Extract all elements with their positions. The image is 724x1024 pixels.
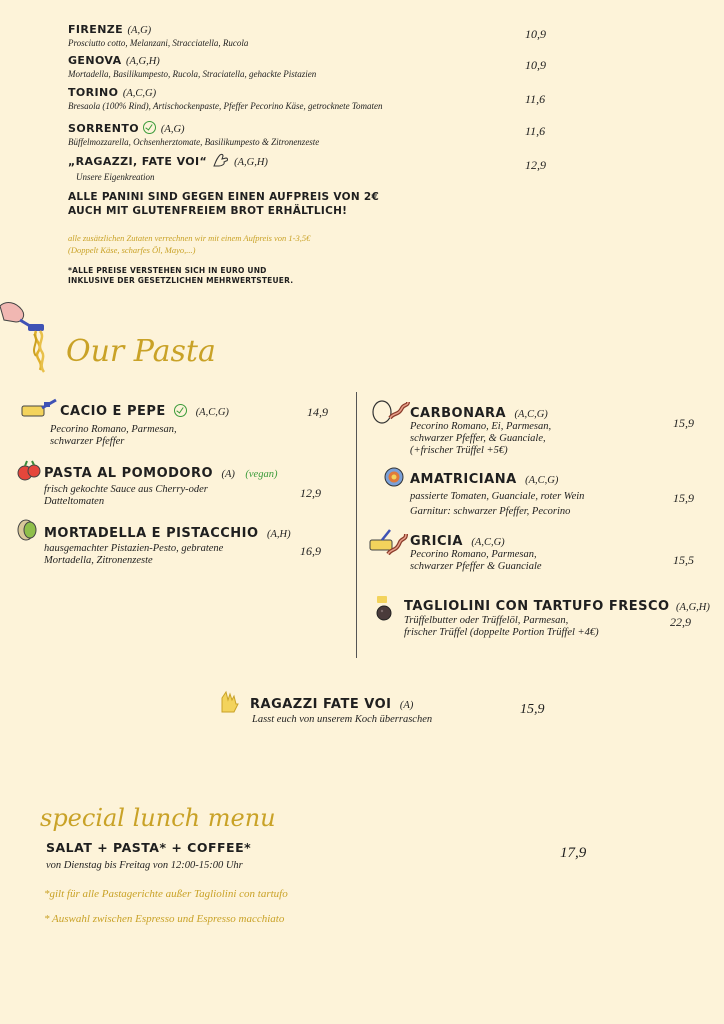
item-price: 10,9 bbox=[525, 27, 546, 41]
price-note-line: INKLUSIVE DER GESETZLICHEN MEHRWERTSTEUER. bbox=[68, 276, 294, 285]
description-line: Pecorino Romano, Parmesan, bbox=[410, 549, 537, 560]
description-line: Pecorino Romano, Parmesan, bbox=[50, 424, 177, 435]
item-allergens: (A,C,G) bbox=[122, 88, 157, 99]
hand-fork-pasta-icon bbox=[0, 298, 62, 378]
item-description bbox=[410, 489, 584, 519]
item-description bbox=[404, 615, 599, 639]
description-line: Mortadella, Zitronenzeste bbox=[44, 555, 153, 566]
pasta-item-tagliolini bbox=[404, 597, 710, 615]
description-line: Datteltomaten bbox=[44, 496, 105, 507]
item-price: 15,5 bbox=[673, 553, 694, 567]
item-description: Mortadella, Basilikumpesto, Rucola, Straciatella, gehackte Pistazien bbox=[68, 69, 317, 79]
pasta-item-mortadella bbox=[44, 524, 291, 542]
description-line: Garnitur: schwarzer Pfeffer, Pecorino bbox=[410, 506, 571, 517]
item-allergens: (A) bbox=[399, 700, 414, 711]
item-name: PASTA AL POMODORO bbox=[44, 466, 214, 481]
item-price: 10,9 bbox=[525, 58, 546, 72]
item-price: 22,9 bbox=[670, 615, 691, 629]
description-line: (+frischer Trüffel +5€) bbox=[410, 445, 508, 456]
item-name: GENOVA bbox=[68, 54, 122, 67]
lunch-item-price: 17,9 bbox=[560, 845, 587, 861]
description-line: Trüffelbutter oder Trüffelöl, Parmesan, bbox=[404, 615, 569, 626]
price-note-line: *ALLE PREISE VERSTEHEN SICH IN EURO UND bbox=[68, 266, 267, 275]
cheese-bacon-icon bbox=[368, 528, 408, 558]
item-description: Unsere Eigenkreation bbox=[76, 172, 155, 182]
description-line: schwarzer Pfeffer bbox=[50, 436, 125, 447]
item-description bbox=[410, 421, 551, 457]
item-allergens: (A,G,H) bbox=[125, 56, 160, 67]
gluten-free-note bbox=[68, 190, 379, 218]
item-allergens: (A,G) bbox=[127, 25, 152, 36]
item-name: CACIO E PEPE bbox=[60, 404, 166, 419]
italian-gesture-icon bbox=[218, 690, 242, 714]
item-price: 16,9 bbox=[300, 544, 321, 558]
item-allergens: (A,G,H) bbox=[676, 602, 710, 613]
menu-item-torino bbox=[68, 83, 383, 112]
item-price: 11,6 bbox=[525, 124, 546, 138]
item-name: RAGAZZI FATE VOI bbox=[250, 697, 392, 712]
item-name: CARBONARA bbox=[410, 406, 507, 421]
pasta-item-cacio-e-pepe bbox=[60, 402, 229, 420]
butter-cheese-icon bbox=[20, 398, 58, 418]
item-name: AMATRICIANA bbox=[410, 472, 517, 487]
description-line: hausgemachter Pistazien-Pesto, gebratene bbox=[44, 543, 224, 554]
egg-bacon-icon bbox=[370, 398, 410, 424]
pasta-item-pomodoro bbox=[44, 464, 277, 482]
item-name: TORINO bbox=[68, 86, 119, 99]
italian-hand-gesture-icon bbox=[212, 152, 230, 168]
item-name: FIRENZE bbox=[68, 23, 124, 36]
pasta-item-carbonara bbox=[410, 404, 548, 422]
item-price: 11,6 bbox=[525, 92, 546, 106]
item-name: GRICIA bbox=[410, 534, 463, 549]
item-price: 14,9 bbox=[307, 405, 328, 419]
item-name: MORTADELLA E PISTACCHIO bbox=[44, 526, 259, 541]
item-allergens: (A,C,G) bbox=[195, 407, 229, 418]
item-allergens: (A,G) bbox=[160, 124, 185, 135]
menu-item-firenze bbox=[68, 20, 248, 49]
item-allergens: (A,C,G) bbox=[525, 475, 559, 486]
truffle-butter-icon bbox=[374, 594, 396, 622]
item-name: TAGLIOLINI CON TARTUFO FRESCO bbox=[404, 599, 670, 614]
item-description: Lasst euch von unserem Koch überraschen bbox=[252, 714, 433, 725]
lunch-item-hours: von Dienstag bis Freitag von 12:00-15:00 Uhr bbox=[46, 860, 243, 871]
pasta-bowl-icon bbox=[384, 467, 404, 487]
description-line: frisch gekochte Sauce aus Cherry-oder bbox=[44, 484, 208, 495]
item-description bbox=[50, 424, 177, 448]
item-name: SORRENTO bbox=[68, 122, 139, 135]
description-line: schwarzer Pfeffer & Guanciale bbox=[410, 561, 542, 572]
gluten-note-line: ALLE PANINI SIND GEGEN EINEN AUFPREIS VON 2€ bbox=[68, 191, 380, 203]
price-note bbox=[68, 266, 293, 286]
tomato-icon bbox=[16, 458, 42, 484]
menu-item-ragazzi-panino bbox=[68, 152, 268, 183]
item-allergens: (A,G,H) bbox=[234, 157, 268, 168]
description-line: Pecorino Romano, Ei, Parmesan, bbox=[410, 421, 552, 432]
item-price: 15,9 bbox=[673, 416, 694, 430]
vegetarian-icon bbox=[174, 404, 187, 417]
item-name: „RAGAZZI, FATE VOI“ bbox=[68, 155, 208, 168]
item-price: 15,9 bbox=[673, 491, 694, 505]
item-description bbox=[410, 549, 542, 573]
item-description bbox=[44, 484, 208, 508]
menu-item-genova bbox=[68, 51, 316, 80]
pasta-item-amatriciana bbox=[410, 470, 558, 488]
item-description: Prosciutto cotto, Melanzani, Stracciatella, Rucola bbox=[68, 38, 249, 48]
pasta-item-gricia bbox=[410, 532, 505, 550]
item-description: Bresaola (100% Rind), Artischockenpaste, Pfeffer Pecorino Käse, getrocknete Tomaten bbox=[68, 101, 383, 111]
lunch-menu-title: special lunch menu bbox=[40, 804, 276, 832]
extras-note-line: alle zusätzlichen Zutaten verrechnen wir mit einem Aufpreis von 1-3,5€ bbox=[68, 233, 311, 243]
item-price: 15,9 bbox=[520, 702, 545, 717]
vegetarian-icon bbox=[143, 121, 156, 134]
description-line: passierte Tomaten, Guanciale, roter Wein bbox=[410, 491, 585, 502]
pistachio-icon bbox=[16, 518, 42, 542]
gluten-note-line: AUCH MIT GLUTENFREIEM BROT ERHÄLTLICH! bbox=[68, 205, 348, 217]
description-line: frischer Trüffel (doppelte Portion Trüffel +4€) bbox=[404, 627, 599, 638]
menu-item-sorrento bbox=[68, 119, 319, 148]
item-description bbox=[44, 543, 223, 567]
extras-note bbox=[68, 232, 310, 256]
item-allergens: (A,H) bbox=[267, 529, 291, 540]
lunch-note: *gilt für alle Pastagerichte außer Tagliolini con tartufo bbox=[44, 888, 288, 900]
lunch-note: * Auswahl zwischen Espresso und Espresso macchiato bbox=[44, 913, 285, 925]
description-line: schwarzer Pfeffer, & Guanciale, bbox=[410, 433, 546, 444]
extras-note-line: (Doppelt Käse, scharfes Öl, Mayo,...) bbox=[68, 245, 196, 255]
item-price: 12,9 bbox=[300, 486, 321, 500]
item-allergens: (A,C,G) bbox=[471, 537, 505, 548]
vegan-tag: (vegan) bbox=[245, 469, 278, 480]
pasta-section-title: Our Pasta bbox=[66, 334, 216, 369]
item-allergens: (A) bbox=[221, 469, 235, 480]
pasta-item-ragazzi bbox=[250, 695, 413, 713]
item-allergens: (A,C,G) bbox=[514, 409, 548, 420]
item-description: Büffelmozzarella, Ochsenherztomate, Basilikumpesto & Zitronenzeste bbox=[68, 137, 320, 147]
column-divider bbox=[356, 392, 357, 658]
lunch-item-name: SALAT + PASTA* + COFFEE* bbox=[46, 840, 252, 855]
item-price: 12,9 bbox=[525, 158, 546, 172]
